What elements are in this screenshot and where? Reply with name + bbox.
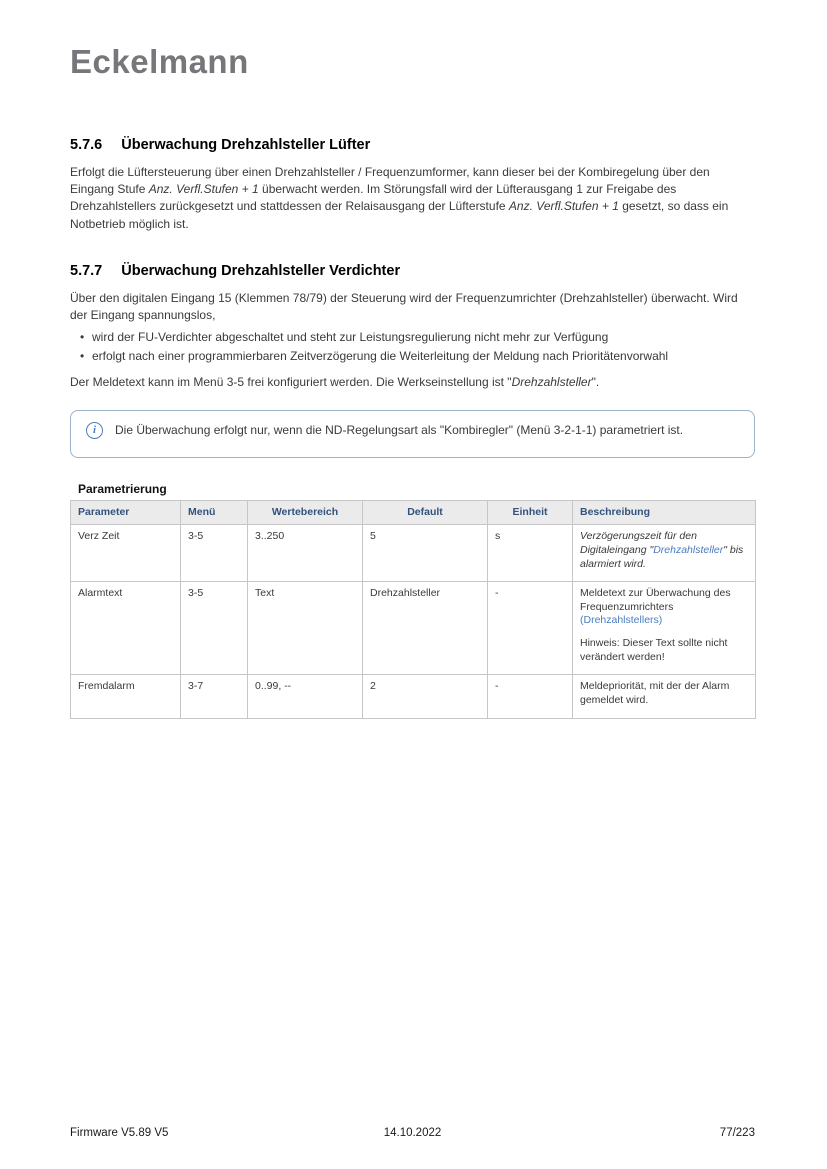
text-segment: gesetzt, so dass ein Notbetrieb möglich ist. [70, 199, 729, 231]
table-title: Parametrierung [78, 481, 167, 496]
table-header-4: Einheit [488, 500, 573, 525]
section-title: Überwachung Drehzahlsteller Verdichter [121, 263, 401, 280]
text-segment: Verzögerungszeit für den Digitaleingang " [580, 530, 697, 556]
section-heading-fan [70, 137, 755, 154]
param-table-body [71, 525, 756, 718]
table-cell: 2 [363, 675, 488, 718]
info-note-text: Die Überwachung erfolgt nur, wenn die ND-Regelungsart als "Kombiregler" (Menü 3-2-1-1) parametriert ist. [115, 422, 684, 437]
description-paragraph [580, 637, 748, 664]
table-header-row [71, 500, 756, 525]
table-cell: 3-5 [181, 525, 248, 582]
description-paragraph [580, 530, 748, 571]
info-note [70, 410, 755, 458]
table-header-5: Beschreibung [573, 500, 756, 525]
text-segment: Erfolgt die Lüftersteuerung über einen Drehzahlsteller / Frequenzumformer, kann dieser bei der Kombiregelung über den Eingang Stufe [70, 164, 710, 197]
text-segment: Meldepriorität, mit der der Alarm gemeldet wird. [580, 680, 730, 706]
table-header-2: Wertebereich [248, 500, 363, 525]
table-row [71, 675, 756, 718]
text-segment: Drehzahlsteller [653, 543, 724, 556]
text-segment: Anz. Verfl.Stufen + 1 [508, 199, 619, 214]
table-cell: - [488, 582, 573, 675]
text-segment: überwacht werden. Im Störungsfall wird der Lüfterausgang 1 zur Freigabe des Drehzahlstellers zurückgesetzt und stattdessen der Relaisausgang der Lüfterstufe [70, 182, 677, 214]
table-header-1: Menü [181, 500, 248, 525]
text-segment: Hinweis: Dieser Text sollte nicht verändert werden! [580, 637, 728, 663]
table-header-3: Default [363, 500, 488, 525]
page-footer [70, 1127, 755, 1139]
section-title: Überwachung Drehzahlsteller Lüfter [121, 137, 371, 154]
table-cell: 0..99, -- [248, 675, 363, 718]
table-cell-description [573, 675, 756, 718]
table-row [71, 582, 756, 675]
bullet-item: • erfolgt nach einer programmierbaren Zeitverzögerung die Weiterleitung der Meldung nach Prioritätenvorwahl [80, 348, 720, 365]
description-paragraph [580, 680, 748, 707]
text-segment: Drehzahlsteller [511, 375, 592, 390]
parameter-table [70, 500, 756, 719]
table-cell-description [573, 525, 756, 582]
text-segment: ". [591, 375, 600, 390]
table-cell: Fremdalarm [71, 675, 181, 718]
section-number: 5.7.6 [70, 137, 103, 154]
table-cell: - [488, 675, 573, 718]
footer-firmware-version: Firmware V5.89 V5 [70, 1127, 169, 1139]
table-cell: Drehzahlsteller [363, 582, 488, 675]
table-cell: 3-7 [181, 675, 248, 718]
section-compressor-intro: Über den digitalen Eingang 15 (Klemmen 78/79) der Steuerung wird der Frequenzumrichter (Drehzahlsteller) überwacht. Wird der Eingang spannungslos, [70, 290, 738, 323]
text-segment: Anz. Verfl.Stufen + 1 [148, 182, 259, 197]
info-icon: i [86, 422, 103, 439]
text-segment: (Drehzahlstellers) [580, 614, 663, 627]
table-cell: 3-5 [181, 582, 248, 675]
text-segment: " bis alarmiert wird. [580, 543, 744, 570]
table-cell: Alarmtext [71, 582, 181, 675]
section-number: 5.7.7 [70, 263, 103, 280]
table-cell: 5 [363, 525, 488, 582]
footer-date: 14.10.2022 [383, 1127, 442, 1139]
bullet-item: • wird der FU-Verdichter abgeschaltet und steht zur Leistungsregulierung nicht mehr zur Verfügung [80, 329, 720, 346]
section-heading-compressor [70, 263, 755, 280]
table-cell: Verz Zeit [71, 525, 181, 582]
text-segment: Der Meldetext kann im Menü 3-5 frei konfiguriert werden. Die Werkseinstellung ist " [70, 375, 512, 390]
table-header-0: Parameter [71, 500, 181, 525]
table-row [71, 525, 756, 582]
company-logo: Eckelmann [70, 43, 249, 80]
table-cell: Text [248, 582, 363, 675]
table-cell: 3..250 [248, 525, 363, 582]
meldetext-paragraph [70, 374, 755, 391]
table-cell-description [573, 582, 756, 675]
description-paragraph [580, 587, 748, 628]
footer-page-number: 77/223 [719, 1127, 755, 1139]
table-cell: s [488, 525, 573, 582]
bullet-list [72, 329, 755, 365]
section-fan-paragraph [70, 164, 755, 234]
text-segment: Meldetext zur Überwachung des Frequenzumrichters [580, 587, 731, 613]
